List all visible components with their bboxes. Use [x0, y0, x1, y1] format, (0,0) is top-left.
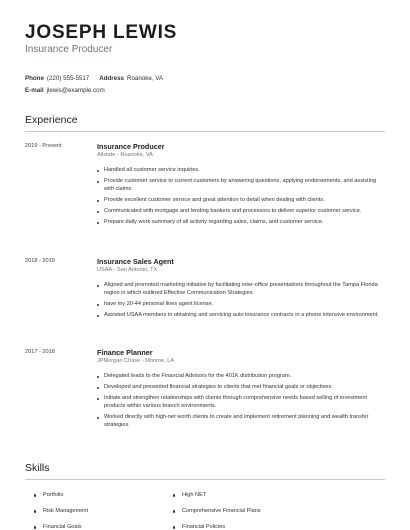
job-dates: 2018 - 2019	[25, 258, 55, 264]
job-bullet: Delegated leads to the Financial Advisors for the 401K distribution program.	[97, 373, 387, 381]
candidate-name: JOSEPH LEWIS	[25, 22, 178, 43]
job-bullet: have my 20-44 personal lines agent license.	[97, 301, 387, 309]
job-bullet: Developed and presented financial strategies to clients that met financial goals or objectives.	[97, 384, 387, 392]
skill-item: Comprehensive Financial Plans	[173, 508, 261, 514]
job-bullet: Provide customer service to current customers by answering questions, applying endorsements, and assisting with claims.	[97, 178, 387, 194]
job-bullet: Communicated with mortgage and lending bankers and processors to deliver superior customer service.	[97, 208, 387, 216]
phone-value: (220) 555-5517	[46, 75, 90, 82]
skill-item: Financial Policies	[173, 524, 225, 530]
job-bullet: Provide excellent customer service and great attention to detail when dealing with clients.	[97, 197, 387, 205]
candidate-title: Insurance Producer	[25, 44, 113, 55]
skills-heading: Skills	[25, 462, 50, 474]
job-dates: 2019 - Present	[25, 143, 62, 149]
address-value: Roanoke, VA	[127, 75, 164, 82]
email-value[interactable]: jlewis@example.com	[46, 87, 105, 94]
job-bullets	[97, 282, 387, 323]
job-company: JPMorgan Chase - Monroe, LA	[97, 358, 175, 364]
job-dates: 2017 - 2018	[25, 349, 55, 355]
skill-item: Portfolio	[34, 492, 64, 498]
experience-heading: Experience	[25, 114, 78, 126]
job-title: Insurance Producer	[97, 142, 165, 151]
job-bullets	[97, 373, 387, 433]
job-bullet: Worked directly with high-net worth clients to create and implement retirement planning and wealth transfer strategies.	[97, 414, 387, 430]
contact-line-2	[25, 87, 105, 94]
skill-item: Financial Goals	[34, 524, 82, 530]
email-label: E-mail	[25, 87, 44, 94]
job-bullet: Handled all customer service inquiries.	[97, 167, 387, 175]
job-bullets	[97, 167, 387, 230]
skill-item: High NET	[173, 492, 206, 498]
skills-divider	[25, 479, 385, 480]
job-bullet: Prepare daily work summary of all activity regarding sales, claims, and customer service.	[97, 219, 387, 227]
job-bullet: Initiate and strengthen relationships with clients through comprehensive needs based selling of investment products within various branch environments.	[97, 395, 387, 411]
experience-divider	[25, 131, 385, 132]
job-title: Finance Planner	[97, 348, 153, 357]
job-bullet: Assisted USAA members in obtaining and servicing auto insurance contracts in a phone intensive environment.	[97, 312, 387, 320]
address-label: Address	[99, 75, 124, 82]
job-title: Insurance Sales Agent	[97, 257, 174, 266]
job-company: Allstate - Roanoke, VA	[97, 152, 153, 158]
job-company: USAA - San Antonio, TX	[97, 267, 158, 273]
contact-line-1	[25, 75, 163, 82]
skill-item: Risk Management	[34, 508, 88, 514]
phone-label: Phone	[25, 75, 44, 82]
job-bullet: Aligned and promoted marketing initiative by facilitating inter-office presentations throughout the Tampa Florida region in which outlined Effective Communication Strategies.	[97, 282, 387, 298]
